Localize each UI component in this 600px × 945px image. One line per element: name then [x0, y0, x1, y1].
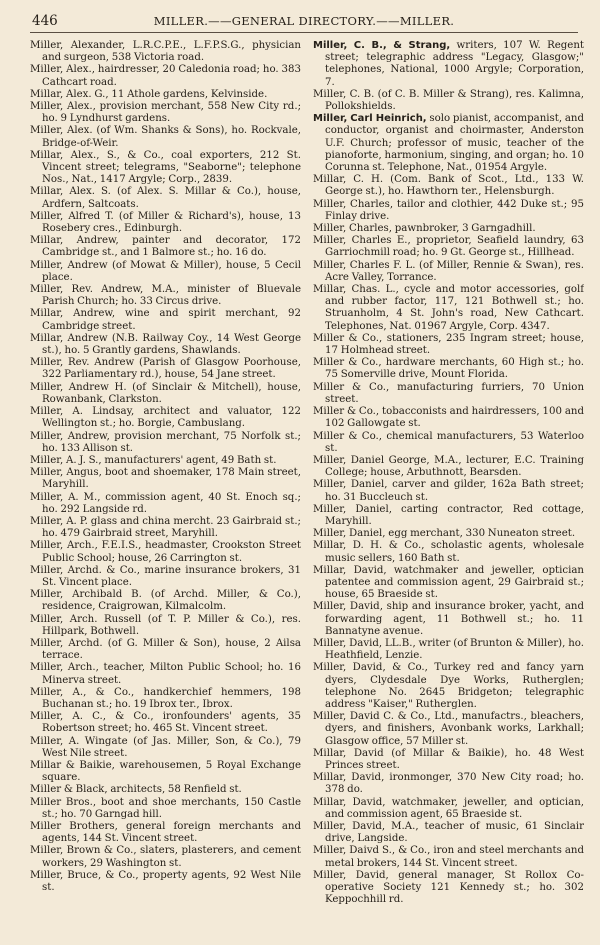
entry-text: Millar, D. H. & Co., scholastic agents, wholesale music sellers, 160 Bath st. [313, 540, 584, 564]
entry-text: Miller, Daniel, carver and gilder, 162a Bath street; ho. 31 Buccleuch st. [313, 479, 584, 503]
directory-entry [30, 516, 301, 540]
entry-text: Miller, Andrew, provision merchant, 75 Norfolk st.; ho. 133 Allison st. [30, 430, 301, 454]
directory-entry [30, 211, 301, 235]
page-header [30, 12, 578, 33]
directory-entry [313, 284, 584, 333]
entry-text: Miller, A. Lindsay, architect and valuator, 122 Wellington st.; ho. Borgie, Cambuslang. [30, 406, 301, 430]
entry-text: Miller, David, & Co., Turkey red and fancy yarn dyers, Clydesdale Dye Works, Rutherglen; telephone No. 2645 Bridgeton; telegraphic address "Kaiser," Rutherglen. [313, 662, 584, 710]
entry-text: Miller, David, general manager, St Rollox Co-operative Society 121 Kennedy st.; ho. 302 Keppochhill rd. [313, 869, 584, 906]
page-number: 446 [32, 13, 58, 29]
directory-entry [30, 89, 301, 101]
entry-text: Miller, Daniel, carting contractor, Red cottage, Maryhill. [313, 503, 584, 527]
entry-text: Miller, A. J. S., manufacturers' agent, 49 Bath st. [30, 454, 277, 466]
entry-text: Miller, David, LL.B., writer (of Brunton & Miller), ho. Heathfield, Lenzie. [313, 637, 584, 662]
entry-text: Millar, Andrew, painter and decorator, 172 Cambridge st., and 1 Balmore st.; ho. 16 do. [30, 235, 301, 259]
directory-entry [313, 504, 584, 528]
entry-text: Miller & Co., manufacturing furriers, 70 Union street. [313, 381, 584, 405]
entry-text: Miller, Alfred T. (of Miller & Richard's), house, 13 Rosebery cres., Edinburgh. [30, 210, 301, 235]
entry-text: Miller, A. M., commission agent, 40 St. Enoch sq.; ho. 292 Langside rd. [30, 491, 301, 515]
directory-entry [30, 821, 301, 845]
directory-entry [30, 589, 301, 613]
entry-text: Miller, Daniel George, M.A., lecturer, E.C. Training College; house, Arbuthnott, Bearsden. [313, 454, 584, 479]
entry-text: Miller, Alex., hairdresser, 20 Caledonia road; ho. 383 Cathcart road. [30, 64, 301, 88]
entry-text: Miller, Alex. (of Wm. Shanks & Sons), ho. Rockvale, Bridge-of-Weir. [30, 125, 301, 149]
directory-entry [313, 479, 584, 503]
directory-entry [313, 333, 584, 357]
directory-entry [30, 711, 301, 735]
entry-text: Miller, A. C., & Co., ironfounders' agents, 35 Robertson street; ho. 465 St. Vincent street. [30, 711, 301, 735]
directory-entry [313, 455, 584, 479]
entry-name-bold: Miller, Carl Heinrich, [313, 113, 427, 125]
directory-entry [30, 540, 301, 564]
entry-text: Millar, C. H. (Com. Bank of Scot., Ltd., 133 W. George st.), ho. Hawthorn ter., Helensburgh. [313, 174, 584, 198]
entry-text: Miller, David C. & Co., Ltd., manufactrs., bleachers, dyers, and finishers, Avonbank works, Larkhall; Glasgow office, 57 Miller st. [313, 711, 584, 747]
directory-entry [313, 113, 584, 174]
entry-text: Miller, Arch., teacher, Milton Public School; ho. 16 Minerva street. [30, 662, 301, 686]
directory-entry [313, 797, 584, 821]
entry-text: Miller, Archibald B. (of Archd. Miller, & Co.), residence, Craigrowan, Kilmalcolm. [30, 589, 301, 613]
entry-text: Miller, Daivd S., & Co., iron and steel merchants and metal brokers, 144 St. Vincent street. [313, 845, 584, 869]
entry-text: Miller, C. B. (of C. B. Miller & Strang), res. Kalimna, Pollokshields. [313, 88, 584, 113]
entry-text: Miller, Alex., provision merchant, 558 New City rd.; ho. 9 Lyndhurst gardens. [30, 101, 301, 125]
directory-entry [313, 638, 584, 662]
entry-name-bold: Miller, C. B., & Strang, [313, 40, 451, 51]
directory-entry [313, 601, 584, 638]
entry-text: Millar, David, watchmaker and jeweller, optician patentee and commission agent, 29 Gairbraid st.; house, 65 Braeside st. [313, 564, 584, 601]
entry-text: Miller, Archd. (of G. Miller & Son), house, 2 Ailsa terrace. [30, 637, 301, 662]
directory-entry [313, 528, 584, 540]
directory-entry [30, 382, 301, 406]
directory-entry [313, 870, 584, 907]
entry-text: Millar, Alex. S. (of Alex. S. Millar & Co.), house, Ardfern, Saltcoats. [30, 186, 301, 210]
directory-entry [30, 260, 301, 284]
directory-entry [313, 540, 584, 564]
directory-entry [30, 638, 301, 662]
entry-text: writers, 107 W. Regent street; telegraphic address "Legacy, Glasgow;" telephones, National, 1000 Argyle; Corporation, 7. [325, 40, 584, 88]
entry-text: Miller, Rev. Andrew (Parish of Glasgow Poorhouse, 322 Parliamentary rd.), house, 54 Jane street. [30, 357, 301, 381]
directory-entry [313, 845, 584, 869]
entry-text: Miller & Co., hardware merchants, 60 High st.; ho. 75 Somerville drive, Mount Florida. [313, 357, 584, 381]
entry-text: Millar, David (of Millar & Baikie), ho. 48 West Princes street. [313, 747, 584, 771]
entry-text: Millar, David, watchmaker, jeweller, and optician, and commission agent, 65 Braeside st. [313, 796, 584, 820]
directory-entry [313, 382, 584, 406]
directory-entry [313, 748, 584, 772]
entry-text: Miller & Co., tobacconists and hairdressers, 100 and 102 Gallowgate st. [313, 406, 584, 430]
entry-text: Miller, Charles, pawnbroker, 3 Garngadhill. [313, 223, 536, 235]
entry-text: solo pianist, accompanist, and conductor, organist and choirmaster, Anderston U.F. Church; professor of music, teacher of the pianoforte, harmonium, singing, and organ; ho. 10 Corunna st. Telephone, Nat., 01954 Argyle. [325, 113, 584, 174]
entry-text: Miller & Black, architects, 58 Renfield st. [30, 784, 242, 796]
directory-entry [30, 760, 301, 784]
entry-text: Miller, A., & Co., handkerchief hemmers, 198 Buchanan st.; ho. 19 Ibrox ter., Ibrox. [30, 686, 301, 710]
directory-entry [30, 845, 301, 869]
directory-entry [30, 333, 301, 357]
entry-text: Millar, Andrew, wine and spirit merchant, 92 Cambridge street. [30, 308, 301, 332]
entry-text: Miller Brothers, general foreign merchants and agents, 144 St. Vincent street. [30, 821, 301, 845]
entry-text: Miller, A. P. glass and china mercht. 23 Gairbraid st.; ho. 479 Gairbraid street, Maryhill. [30, 515, 301, 540]
directory-entry [30, 565, 301, 589]
directory-entry [30, 455, 301, 467]
directory-entry [30, 736, 301, 760]
directory-entry [313, 235, 584, 259]
directory-entry [313, 565, 584, 602]
directory-entry [313, 89, 584, 113]
directory-entry [30, 64, 301, 88]
directory-entry [30, 467, 301, 491]
entry-text: Miller, Rev. Andrew, M.A., minister of Bluevale Parish Church; ho. 33 Circus drive. [30, 284, 301, 308]
entry-text: Miller, Bruce, & Co., property agents, 92 West Nile st. [30, 869, 301, 894]
entry-text: Miller, A. Wingate (of Jas. Miller, Son, & Co.), 79 West Nile street. [30, 735, 301, 759]
directory-entry [313, 174, 584, 198]
directory-entry [313, 199, 584, 223]
entry-text: Miller, Charles, tailor and clothier, 442 Duke st.; 95 Finlay drive. [313, 198, 584, 222]
directory-entry [30, 357, 301, 381]
entry-text: Millar, David, ironmonger, 370 New City road; ho. 378 do. [313, 772, 584, 796]
directory-entry [313, 821, 584, 845]
entry-text: Miller, Charles E., proprietor, Seafield laundry, 63 Garriochmill road; ho. 9 Gt. George st., Hillhead. [313, 235, 584, 259]
directory-entry [30, 125, 301, 149]
entry-text: Miller, Andrew H. (of Sinclair & Mitchell), house, Rowanbank, Clarkston. [30, 381, 301, 405]
entry-text: Millar, Andrew (N.B. Railway Coy., 14 West George st.), ho. 5 Grantly gardens, Shawlands. [30, 332, 301, 357]
entry-text: Miller & Co., stationers, 235 Ingram street; house, 17 Holmhead street. [313, 332, 584, 357]
entry-text: Miller, Archd. & Co., marine insurance brokers, 31 St. Vincent place. [30, 564, 301, 588]
directory-entry [313, 223, 584, 235]
entry-text: Millar, Alex. G., 11 Athole gardens, Kelvinside. [30, 88, 268, 100]
entry-text: Miller & Co., chemical manufacturers, 53 Waterloo st. [313, 430, 584, 454]
directory-entry [30, 870, 301, 894]
entry-text: Miller, Daniel, egg merchant, 330 Nuneaton street. [313, 528, 576, 540]
entry-text: Miller, Alexander, L.R.C.P.E., L.F.P.S.G., physician and surgeon, 538 Victoria road. [30, 40, 301, 64]
directory-entry [30, 406, 301, 430]
entry-text: Millar, Alex., S., & Co., coal exporters, 212 St. Vincent street; telegrams, "Seaborne"; telephone Nos., Nat., 1417 Argyle; Corp., 2839. [30, 149, 301, 186]
directory-entry [30, 431, 301, 455]
entry-text: Miller, David, M.A., teacher of music, 61 Sinclair drive, Langside. [313, 821, 584, 845]
directory-entry [30, 150, 301, 187]
directory-entry [30, 308, 301, 332]
entry-text: Miller, Angus, boot and shoemaker, 178 Main street, Maryhill. [30, 467, 301, 491]
directory-entry [30, 40, 301, 64]
entry-text: Miller Bros., boot and shoe merchants, 150 Castle st.; ho. 70 Garngad hill. [30, 796, 301, 820]
entry-text: Miller, Brown & Co., slaters, plasterers, and cement workers, 29 Washington st. [30, 845, 301, 869]
running-head: MILLER.——GENERAL DIRECTORY.——MILLER. [153, 14, 455, 28]
entry-text: Millar & Baikie, warehousemen, 5 Royal Exchange square. [30, 759, 301, 784]
entry-text: Miller, Andrew (of Mowat & Miller), house, 5 Cecil place. [30, 259, 301, 283]
entry-text: Miller, David, ship and insurance broker, yacht, and forwarding agent, 11 Bothwell st.; ho. 11 Bannatyne avenue. [313, 601, 584, 637]
directory-entry [313, 662, 584, 711]
directory-entry [30, 662, 301, 686]
directory-entry [30, 101, 301, 125]
entry-text: Miller, Arch., F.E.I.S., headmaster, Crookston Street Public School; house, 26 Carrington st. [30, 540, 301, 564]
directory-entry [313, 40, 584, 89]
directory-entry [313, 711, 584, 748]
directory-entry [30, 186, 301, 210]
directory-entry [30, 797, 301, 821]
directory-entry [313, 260, 584, 284]
directory-entry [30, 687, 301, 711]
directory-entry [30, 784, 301, 796]
directory-entry [313, 406, 584, 430]
directory-entry [30, 614, 301, 638]
directory-entry [313, 431, 584, 455]
directory-entry [313, 357, 584, 381]
entry-text: Miller, Charles F. L. (of Miller, Rennie & Swan), res. Acre Valley, Torrance. [313, 259, 584, 283]
entry-text: Miller, Arch. Russell (of T. P. Miller & Co.), res. Hillpark, Bothwell. [30, 613, 301, 637]
directory-entry [30, 492, 301, 516]
directory-entry [30, 235, 301, 259]
directory-entry [313, 772, 584, 796]
directory-entry [30, 284, 301, 308]
left-column [30, 40, 301, 942]
entry-text: Millar, Chas. L., cycle and motor accessories, golf and rubber factor, 117, 121 Bothwell st.; ho. Struanholm, 4 St. John's road, New Cathcart. Telephones, Nat. 01967 Argyle, Corp. 4347. [313, 284, 584, 332]
right-column [313, 40, 584, 942]
